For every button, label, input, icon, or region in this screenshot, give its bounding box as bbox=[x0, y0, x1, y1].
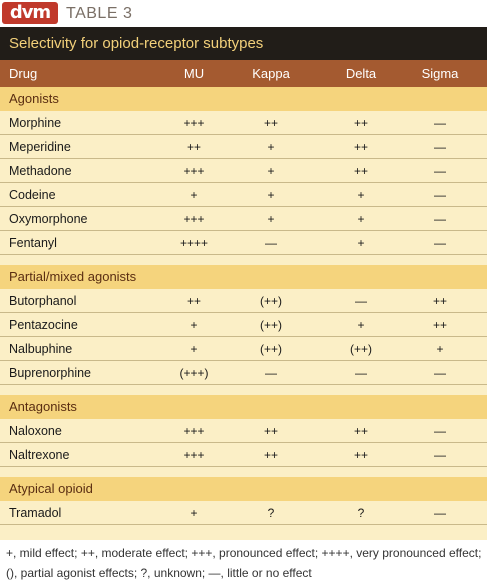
section-title: Partial/mixed agonists bbox=[9, 269, 137, 284]
cell-drug: Oxymorphone bbox=[9, 212, 88, 226]
cell-kappa: — bbox=[265, 236, 277, 250]
cell-delta: + bbox=[357, 236, 365, 250]
table-row bbox=[0, 183, 487, 207]
cell-sigma: — bbox=[434, 506, 446, 520]
cell-kappa: ++ bbox=[263, 424, 278, 438]
cell-mu: +++ bbox=[183, 212, 205, 226]
cell-mu: + bbox=[190, 506, 198, 520]
cell-drug: Buprenorphine bbox=[9, 366, 92, 380]
cell-kappa: (++) bbox=[259, 342, 282, 356]
table-body bbox=[0, 87, 487, 540]
cell-mu: +++ bbox=[183, 424, 205, 438]
cell-mu: ++ bbox=[186, 294, 201, 308]
column-header-kappa: Kappa bbox=[252, 66, 290, 81]
section-title: Agonists bbox=[9, 91, 59, 106]
column-header-row bbox=[0, 60, 487, 87]
cell-kappa: + bbox=[267, 140, 275, 154]
row-divider bbox=[0, 384, 487, 385]
cell-mu: +++ bbox=[183, 164, 205, 178]
cell-sigma: — bbox=[434, 366, 446, 380]
cell-drug: Nalbuphine bbox=[9, 342, 73, 356]
table-row bbox=[0, 289, 487, 313]
cell-delta: — bbox=[355, 294, 367, 308]
column-header-delta: Delta bbox=[345, 66, 377, 81]
cell-drug: Tramadol bbox=[9, 506, 62, 520]
column-header-mu: MU bbox=[183, 66, 205, 81]
cell-delta: ++ bbox=[353, 164, 368, 178]
cell-mu: +++ bbox=[183, 116, 205, 130]
cell-sigma: — bbox=[434, 236, 446, 250]
cell-kappa: + bbox=[267, 188, 275, 202]
cell-sigma: — bbox=[434, 116, 446, 130]
table-row bbox=[0, 159, 487, 183]
cell-mu: + bbox=[190, 188, 198, 202]
section-header bbox=[0, 395, 487, 419]
table-row bbox=[0, 111, 487, 135]
table-title-bar bbox=[0, 27, 487, 60]
cell-drug: Methadone bbox=[9, 164, 72, 178]
cell-delta: ++ bbox=[353, 116, 368, 130]
cell-sigma: ++ bbox=[432, 294, 447, 308]
row-divider bbox=[0, 254, 487, 255]
cell-delta: ++ bbox=[353, 448, 368, 462]
table-row bbox=[0, 313, 487, 337]
section-title: Atypical opioid bbox=[9, 481, 93, 496]
row-divider bbox=[0, 466, 487, 467]
cell-kappa: ++ bbox=[263, 116, 278, 130]
cell-sigma: — bbox=[434, 140, 446, 154]
section-header bbox=[0, 87, 487, 111]
cell-kappa: — bbox=[265, 366, 277, 380]
cell-delta: ? bbox=[357, 506, 365, 520]
figure-header bbox=[0, 0, 487, 26]
dvm-logo: dvm bbox=[2, 2, 58, 24]
footnote-line-1: +, mild effect; ++, moderate effect; +++, pronounced effect; ++++, very pronounced effect; bbox=[6, 546, 482, 560]
table-number-label: TABLE 3 bbox=[66, 5, 133, 22]
table-row bbox=[0, 501, 487, 525]
cell-delta: + bbox=[357, 318, 365, 332]
cell-drug: Meperidine bbox=[9, 140, 71, 154]
cell-mu: ++ bbox=[186, 140, 201, 154]
cell-kappa: ++ bbox=[263, 448, 278, 462]
cell-sigma: — bbox=[434, 188, 446, 202]
column-header-drug: Drug bbox=[9, 66, 38, 81]
cell-drug: Naloxone bbox=[9, 424, 62, 438]
cell-drug: Naltrexone bbox=[9, 448, 70, 462]
row-divider bbox=[0, 524, 487, 525]
section-header bbox=[0, 265, 487, 289]
cell-delta: + bbox=[357, 188, 365, 202]
table-row bbox=[0, 135, 487, 159]
cell-drug: Fentanyl bbox=[9, 236, 57, 250]
cell-delta: ++ bbox=[353, 424, 368, 438]
table-row bbox=[0, 231, 487, 255]
table-row bbox=[0, 337, 487, 361]
section-title: Antagonists bbox=[9, 399, 77, 414]
cell-sigma: — bbox=[434, 448, 446, 462]
cell-sigma: + bbox=[436, 342, 444, 356]
footnote-line-2: (), partial agonist effects; ?, unknown; —, little or no effect bbox=[6, 566, 312, 580]
cell-drug: Pentazocine bbox=[9, 318, 78, 332]
cell-drug: Butorphanol bbox=[9, 294, 77, 308]
cell-kappa: + bbox=[267, 212, 275, 226]
cell-drug: Codeine bbox=[9, 188, 56, 202]
cell-delta: + bbox=[357, 212, 365, 226]
cell-kappa: (++) bbox=[259, 294, 282, 308]
cell-mu: +++ bbox=[183, 448, 205, 462]
footnote bbox=[6, 543, 486, 583]
cell-mu: (+++) bbox=[179, 366, 209, 380]
cell-kappa: + bbox=[267, 164, 275, 178]
cell-delta: (++) bbox=[349, 342, 372, 356]
cell-drug: Morphine bbox=[9, 116, 62, 130]
table-row bbox=[0, 361, 487, 385]
table-row bbox=[0, 443, 487, 467]
column-header-sigma: Sigma bbox=[421, 66, 459, 81]
cell-sigma: — bbox=[434, 164, 446, 178]
cell-kappa: (++) bbox=[259, 318, 282, 332]
cell-mu: + bbox=[190, 342, 198, 356]
table-title: Selectivity for opiod-receptor subtypes bbox=[9, 35, 264, 52]
cell-sigma: — bbox=[434, 212, 446, 226]
cell-delta: ++ bbox=[353, 140, 368, 154]
cell-sigma: ++ bbox=[432, 318, 447, 332]
cell-mu: ++++ bbox=[179, 236, 209, 250]
cell-mu: + bbox=[190, 318, 198, 332]
table-row bbox=[0, 207, 487, 231]
cell-kappa: ? bbox=[267, 506, 275, 520]
cell-delta: — bbox=[355, 366, 367, 380]
section-header bbox=[0, 477, 487, 501]
cell-sigma: — bbox=[434, 424, 446, 438]
table-row bbox=[0, 419, 487, 443]
